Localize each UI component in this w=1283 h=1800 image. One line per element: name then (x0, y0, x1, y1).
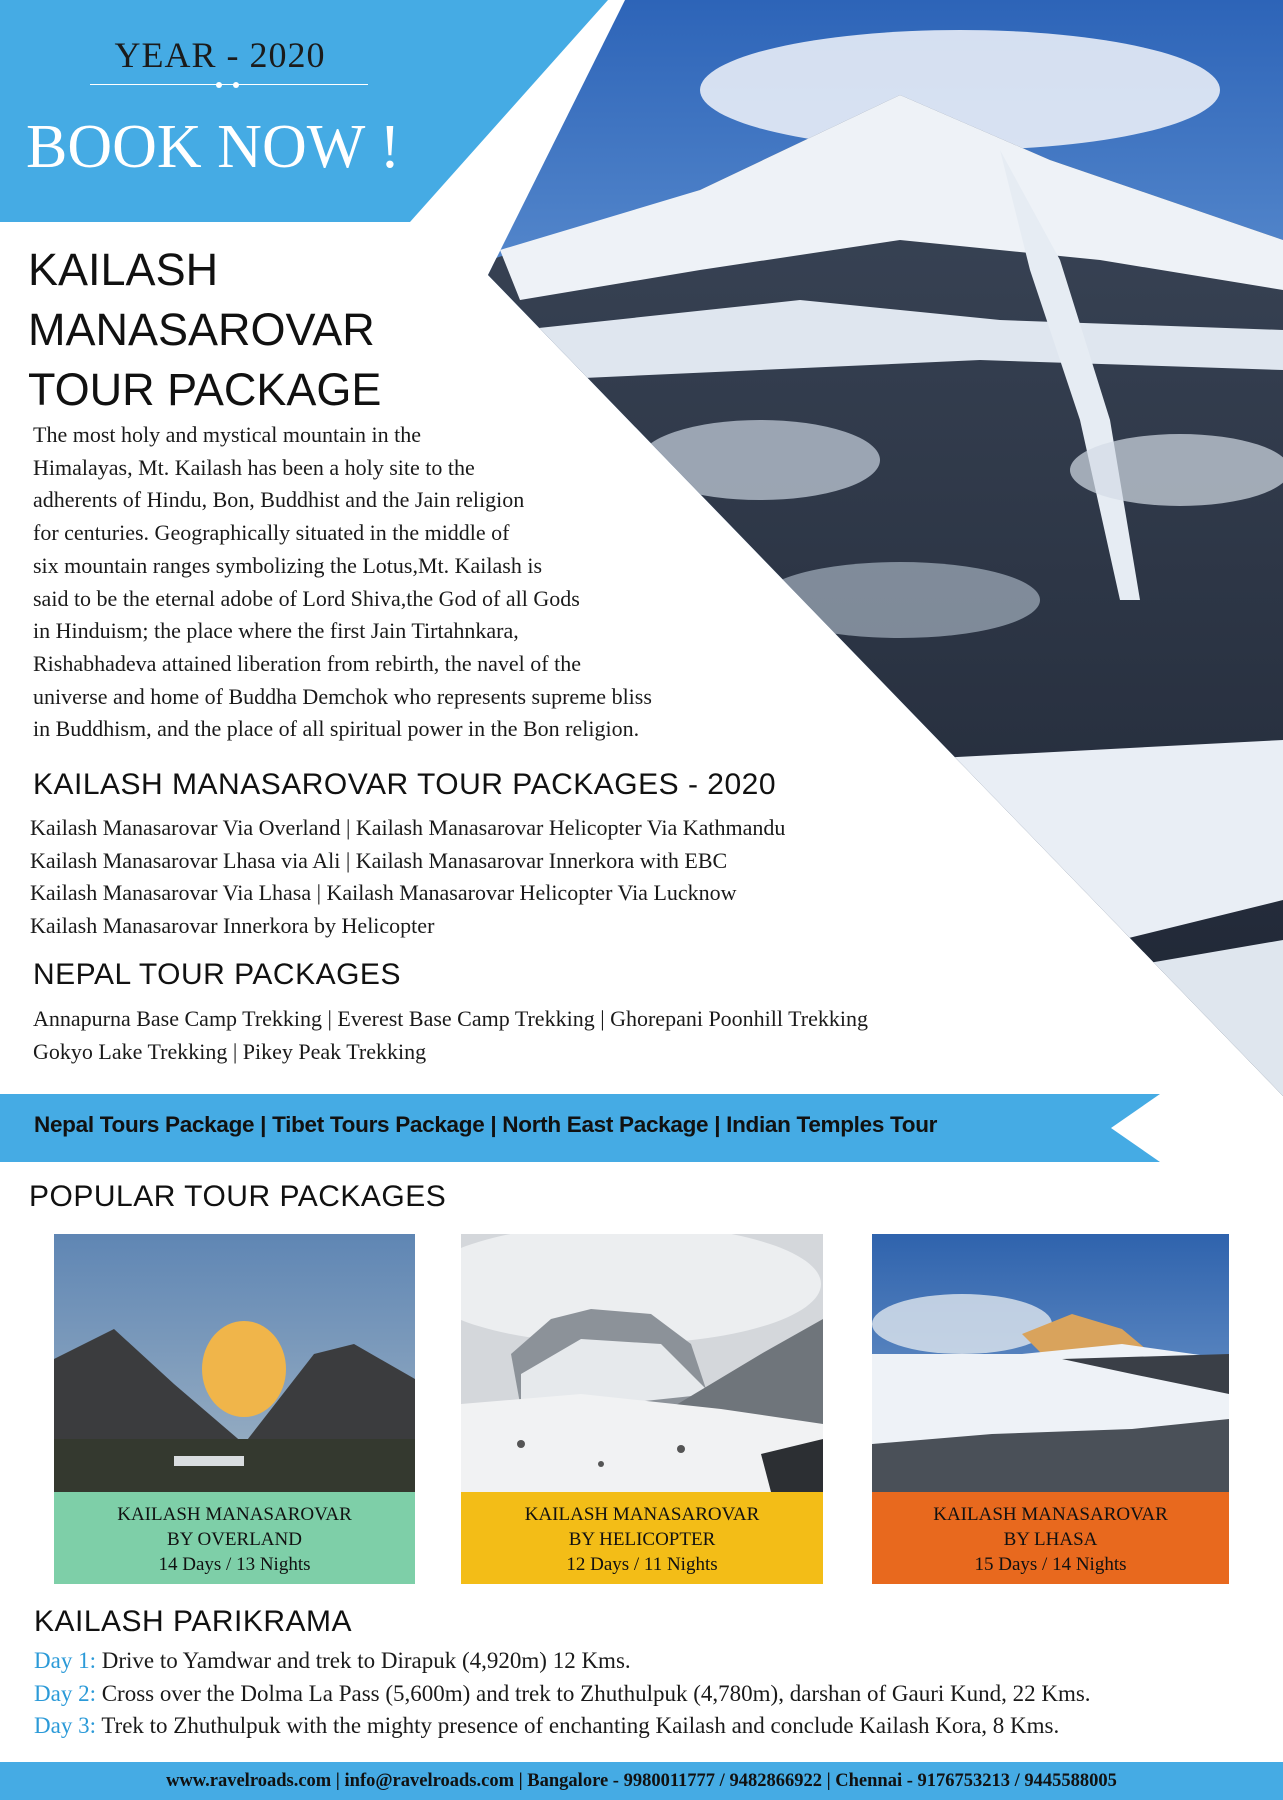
intro-line: six mountain ranges symbolizing the Lotus,Mt. Kailash is (33, 552, 543, 578)
card-title: KAILASH MANASAROVAR (933, 1504, 1168, 1525)
page-title (28, 240, 381, 420)
title-line: MANASAROVAR (28, 304, 375, 355)
year-divider (90, 84, 368, 85)
intro-line: for centuries. Geographically situated in the middle of (33, 520, 510, 546)
intro-line: Rishabhadeva attained liberation from rebirth, the navel of the (33, 650, 581, 676)
kailash-packages-heading: KAILASH MANASAROVAR TOUR PACKAGES - 2020 (33, 768, 777, 801)
itinerary-day (34, 1645, 1091, 1678)
intro-paragraph (33, 419, 652, 746)
year-label: YEAR - 2020 (114, 35, 326, 75)
day-label: Day 2 (34, 1680, 90, 1706)
package-line[interactable]: Kailash Manasarovar Via Overland | Kailash Manasarovar Helicopter Via Kathmandu (30, 815, 786, 840)
lhasa-photo (872, 1234, 1229, 1492)
package-line[interactable]: Kailash Manasarovar Lhasa via Ali | Kailash Manasarovar Innerkora with EBC (30, 847, 728, 873)
nepal-packages-list (33, 1003, 868, 1068)
title-line: TOUR PACKAGE (28, 364, 382, 415)
title-line: KAILASH (28, 244, 219, 295)
day-text: Cross over the Dolma La Pass (5,600m) and trek to Zhuthulpuk (4,780m), darshan of Gauri Kund, 22 Kms. (101, 1680, 1091, 1706)
card-title: KAILASH MANASAROVAR (524, 1504, 760, 1525)
contact-footer[interactable]: www.ravelroads.com | info@ravelroads.com | Bangalore - 9980011777 / 9482866922 | Chennai - 9176753213 / 9445588005 (0, 1762, 1283, 1800)
card-caption (54, 1492, 415, 1584)
parikrama-heading: KAILASH PARIKRAMA (34, 1605, 353, 1638)
card-caption (461, 1492, 823, 1584)
itinerary-day (34, 1710, 1091, 1743)
intro-line: said to be the eternal adobe of Lord Shiva,the God of all Gods (33, 585, 580, 611)
day-text: Trek to Zhuthulpuk with the mighty presence of enchanting Kailash and conclude Kailash Kora, 8 Kms. (101, 1713, 1060, 1738)
intro-line: in Hinduism; the place where the first Jain Tirtahnkara, (33, 618, 519, 644)
popular-heading: POPULAR TOUR PACKAGES (29, 1180, 447, 1213)
parikrama-itinerary (34, 1645, 1091, 1743)
intro-line: Himalayas, Mt. Kailash has been a holy site to the (33, 454, 475, 480)
card-subtitle: BY HELICOPTER (568, 1529, 716, 1550)
day-separator: : (89, 1680, 102, 1706)
card-duration: 12 Days / 11 Nights (566, 1554, 718, 1575)
intro-line: The most holy and mystical mountain in the (33, 422, 421, 447)
package-line[interactable]: Kailash Manasarovar Innerkora by Helicopter (30, 912, 435, 938)
card-subtitle: BY LHASA (1003, 1529, 1098, 1550)
intro-line: universe and home of Buddha Demchok who represents supreme bliss (33, 683, 652, 709)
card-duration: 14 Days / 13 Nights (158, 1554, 311, 1575)
divider-dot (216, 82, 222, 88)
intro-line: in Buddhism, and the place of all spiritual power in the Bon religion. (33, 716, 640, 742)
day-label: Day 1 (34, 1648, 90, 1673)
nepal-packages-heading: NEPAL TOUR PACKAGES (33, 958, 401, 991)
card-subtitle: BY OVERLAND (167, 1529, 302, 1550)
divider-dot (233, 82, 239, 88)
tour-card-helicopter[interactable] (461, 1234, 823, 1584)
book-now-cta[interactable]: BOOK NOW ! (26, 113, 401, 181)
card-duration: 15 Days / 14 Nights (974, 1554, 1127, 1575)
package-line[interactable]: Kailash Manasarovar Via Lhasa | Kailash Manasarovar Helicopter Via Lucknow (30, 880, 737, 905)
card-caption (872, 1492, 1229, 1584)
itinerary-day (34, 1678, 1091, 1711)
card-title: KAILASH MANASAROVAR (117, 1504, 352, 1525)
ribbon-categories[interactable]: Nepal Tours Package | Tibet Tours Package | North East Package | Indian Temples Tour (34, 1112, 938, 1137)
package-line[interactable]: Annapurna Base Camp Trekking | Everest Base Camp Trekking | Ghorepani Poonhill Trekking (33, 1006, 868, 1031)
day-separator: : (89, 1648, 102, 1673)
package-line[interactable]: Gokyo Lake Trekking | Pikey Peak Trekking (33, 1038, 427, 1064)
day-separator: : (89, 1713, 102, 1738)
overland-photo (54, 1234, 415, 1492)
kailash-packages-list (30, 812, 785, 942)
tour-card-lhasa[interactable] (872, 1234, 1229, 1584)
helicopter-photo (461, 1234, 823, 1492)
tour-card-overland[interactable] (54, 1234, 415, 1584)
day-label: Day 3 (34, 1713, 90, 1738)
intro-line: adherents of Hindu, Bon, Buddhist and the Jain religion (33, 487, 525, 513)
day-text: Drive to Yamdwar and trek to Dirapuk (4,920m) 12 Kms. (101, 1648, 631, 1673)
